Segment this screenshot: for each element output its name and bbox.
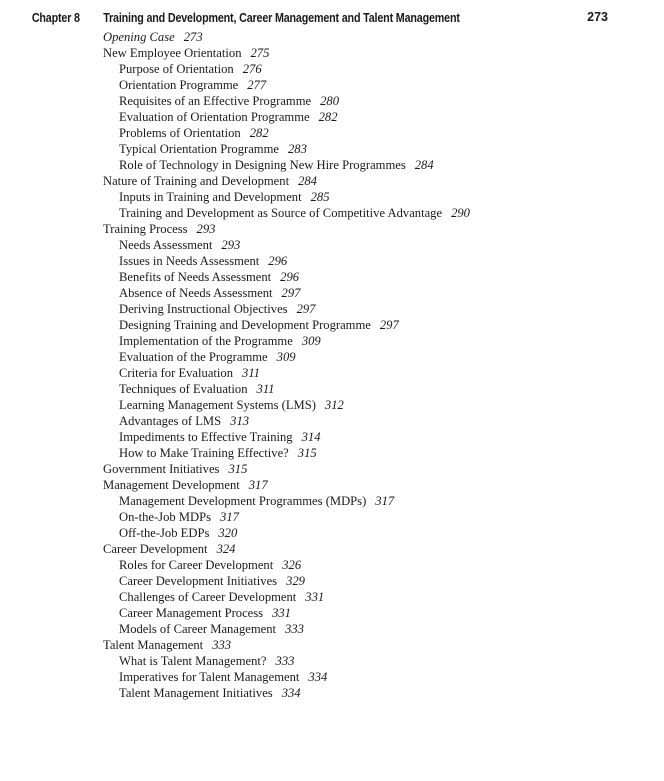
toc-subsection-entry[interactable]: [103, 509, 633, 525]
toc-subsection-entry[interactable]: [103, 157, 633, 173]
toc-entry-title: Benefits of Needs Assessment: [119, 270, 272, 284]
chapter-header: [0, 8, 571, 28]
toc-entry-title: Problems of Orientation: [119, 126, 241, 140]
toc-entry-title: How to Make Training Effective?: [119, 446, 289, 460]
toc-entry-page: 296: [280, 270, 300, 284]
toc-subsection-entry[interactable]: [103, 685, 633, 701]
toc-entry-page: 293: [196, 222, 216, 236]
toc-entry-page: 296: [268, 254, 288, 268]
toc-subsection-entry[interactable]: [103, 237, 633, 253]
toc-entry-title: Impediments to Effective Training: [119, 430, 293, 444]
toc-entry-page: 333: [212, 638, 232, 652]
toc-subsection-entry[interactable]: [103, 397, 633, 413]
toc-entry-page: 331: [305, 590, 325, 604]
toc-entry-title: Absence of Needs Assessment: [119, 286, 273, 300]
toc-entry-page: 293: [221, 238, 241, 252]
toc-subsection-entry[interactable]: [103, 61, 633, 77]
toc-subsection-entry[interactable]: [103, 141, 633, 157]
toc-entry-title: Criteria for Evaluation: [119, 366, 234, 380]
toc-entry-title: Inputs in Training and Development: [119, 190, 302, 204]
toc-entry-page: 317: [375, 494, 395, 508]
toc-entry-title: Advantages of LMS: [119, 414, 222, 428]
toc-entry-page: 285: [310, 190, 330, 204]
toc-entry-page: 283: [288, 142, 307, 156]
toc-subsection-entry[interactable]: [103, 301, 633, 317]
toc-entry-title: Learning Management Systems (LMS): [119, 398, 316, 412]
toc-entry-page: 317: [248, 478, 268, 492]
toc-entry-title: Talent Management: [103, 638, 204, 652]
toc-subsection-entry[interactable]: [103, 109, 633, 125]
toc-subsection-entry[interactable]: [103, 381, 633, 397]
toc-entry-page: 329: [286, 574, 305, 588]
toc-entry-page: 277: [247, 78, 267, 92]
toc-entry-title: Techniques of Evaluation: [119, 382, 248, 396]
toc-list: [103, 29, 633, 701]
toc-entry-page: 297: [296, 302, 316, 316]
toc-entry-title: Career Development Initiatives: [119, 574, 278, 588]
toc-entry-title: Evaluation of the Programme: [119, 350, 268, 364]
toc-entry-page: 315: [297, 446, 317, 460]
toc-entry-title: Roles for Career Development: [119, 558, 274, 572]
toc-entry-title: Purpose of Orientation: [119, 62, 234, 76]
toc-subsection-entry[interactable]: [103, 621, 633, 637]
toc-entry-title: New Employee Orientation: [103, 46, 242, 60]
toc-entry-page: 311: [256, 382, 275, 396]
toc-section-entry[interactable]: [103, 173, 633, 189]
toc-entry-title: Challenges of Career Development: [119, 590, 297, 604]
toc-subsection-entry[interactable]: [103, 205, 633, 221]
toc-subsection-entry[interactable]: [103, 349, 633, 365]
toc-entry-page: 280: [320, 94, 340, 108]
toc-entry-page: 313: [230, 414, 250, 428]
toc-entry-title: Deriving Instructional Objectives: [119, 302, 288, 316]
toc-entry-page: 333: [285, 622, 304, 636]
toc-entry-page: 317: [220, 510, 239, 524]
toc-subsection-entry[interactable]: [103, 445, 633, 461]
toc-subsection-entry[interactable]: [103, 93, 633, 109]
toc-section-entry[interactable]: [103, 461, 633, 477]
toc-subsection-entry[interactable]: [103, 669, 633, 685]
toc-subsection-entry[interactable]: [103, 493, 633, 509]
toc-subsection-entry[interactable]: [103, 253, 633, 269]
toc-section-entry[interactable]: [103, 221, 633, 237]
toc-entry-title: Role of Technology in Designing New Hire Programmes: [119, 158, 406, 172]
chapter-label: Chapter 8: [31, 11, 80, 25]
toc-entry-title: Models of Career Management: [119, 622, 277, 636]
toc-subsection-entry[interactable]: [103, 413, 633, 429]
toc-entry-title: Government Initiatives: [103, 462, 220, 476]
toc-section-entry[interactable]: [103, 45, 633, 61]
toc-entry-page: 331: [272, 606, 291, 620]
toc-subsection-entry[interactable]: [103, 285, 633, 301]
toc-entry-page: 309: [276, 350, 296, 364]
toc-entry-title: Orientation Programme: [119, 78, 239, 92]
toc-entry-page: 297: [379, 318, 399, 332]
toc-subsection-entry[interactable]: [103, 317, 633, 333]
chapter-page-number: 273: [587, 10, 608, 24]
toc-entry-page: 290: [451, 206, 470, 220]
toc-subsection-entry[interactable]: [103, 525, 633, 541]
toc-subsection-entry[interactable]: [103, 429, 633, 445]
toc-entry-page: 324: [216, 542, 236, 556]
toc-subsection-entry[interactable]: [103, 589, 633, 605]
toc-entry-title: What is Talent Management?: [119, 654, 267, 668]
toc-entry-page: 315: [228, 462, 248, 476]
toc-entry-title: Needs Assessment: [119, 238, 213, 252]
toc-entry-title: Training Process: [103, 222, 188, 236]
toc-entry-page: 320: [218, 526, 238, 540]
toc-section-entry[interactable]: [103, 477, 633, 493]
toc-subsection-entry[interactable]: [103, 573, 633, 589]
toc-entry-page: 314: [301, 430, 321, 444]
toc-entry-page: 275: [250, 46, 270, 60]
toc-entry-title: Issues in Needs Assessment: [119, 254, 260, 268]
toc-entry-page: 309: [301, 334, 321, 348]
toc-subsection-entry[interactable]: [103, 333, 633, 349]
toc-subsection-entry[interactable]: [103, 189, 633, 205]
toc-entry-title: Career Development: [103, 542, 208, 556]
toc-entry-page: 311: [242, 366, 260, 380]
toc-entry-title: Typical Orientation Programme: [119, 142, 279, 156]
toc-entry-title: Management Development Programmes (MDPs): [119, 494, 367, 508]
toc-subsection-entry[interactable]: [103, 605, 633, 621]
toc-subsection-entry[interactable]: [103, 269, 633, 285]
toc-section-entry[interactable]: [103, 29, 633, 45]
toc-entry-title: On-the-Job MDPs: [119, 510, 212, 524]
toc-entry-title: Implementation of the Programme: [119, 334, 293, 348]
toc-section-entry[interactable]: [103, 541, 633, 557]
toc-entry-title: Off-the-Job EDPs: [119, 526, 210, 540]
toc-entry-title: Training and Development as Source of Competitive Advantage: [119, 206, 443, 220]
toc-entry-title: Management Development: [103, 478, 240, 492]
toc-entry-title: Career Management Process: [119, 606, 264, 620]
chapter-title: Training and Development, Career Management and Talent Management: [103, 11, 460, 25]
toc-subsection-entry[interactable]: [103, 77, 633, 93]
toc-section-entry[interactable]: [103, 637, 633, 653]
toc-entry-page: 333: [275, 654, 295, 668]
toc-entry-page: 312: [324, 398, 344, 412]
toc-entry-page: 297: [281, 286, 301, 300]
toc-entry-title: Requisites of an Effective Programme: [119, 94, 312, 108]
toc-entry-title: Nature of Training and Development: [103, 174, 290, 188]
toc-entry-title: Talent Management Initiatives: [119, 686, 273, 700]
toc-entry-title: Evaluation of Orientation Programme: [119, 110, 310, 124]
toc-entry-page: 326: [282, 558, 302, 572]
toc-entry-title: Imperatives for Talent Management: [119, 670, 300, 684]
toc-subsection-entry[interactable]: [103, 125, 633, 141]
toc-entry-page: 284: [414, 158, 434, 172]
toc-subsection-entry[interactable]: [103, 653, 633, 669]
toc-entry-page: 282: [318, 110, 338, 124]
toc-entry-page: 334: [308, 670, 328, 684]
toc-entry-title: Opening Case: [103, 30, 175, 44]
toc-entry-title: Designing Training and Development Programme: [119, 318, 371, 332]
toc-entry-page: 273: [183, 30, 203, 44]
toc-entry-page: 276: [242, 62, 262, 76]
toc-subsection-entry[interactable]: [103, 365, 633, 381]
toc-entry-page: 282: [249, 126, 269, 140]
toc-entry-page: 334: [281, 686, 301, 700]
toc-subsection-entry[interactable]: [103, 557, 633, 573]
toc-entry-page: 284: [298, 174, 317, 188]
